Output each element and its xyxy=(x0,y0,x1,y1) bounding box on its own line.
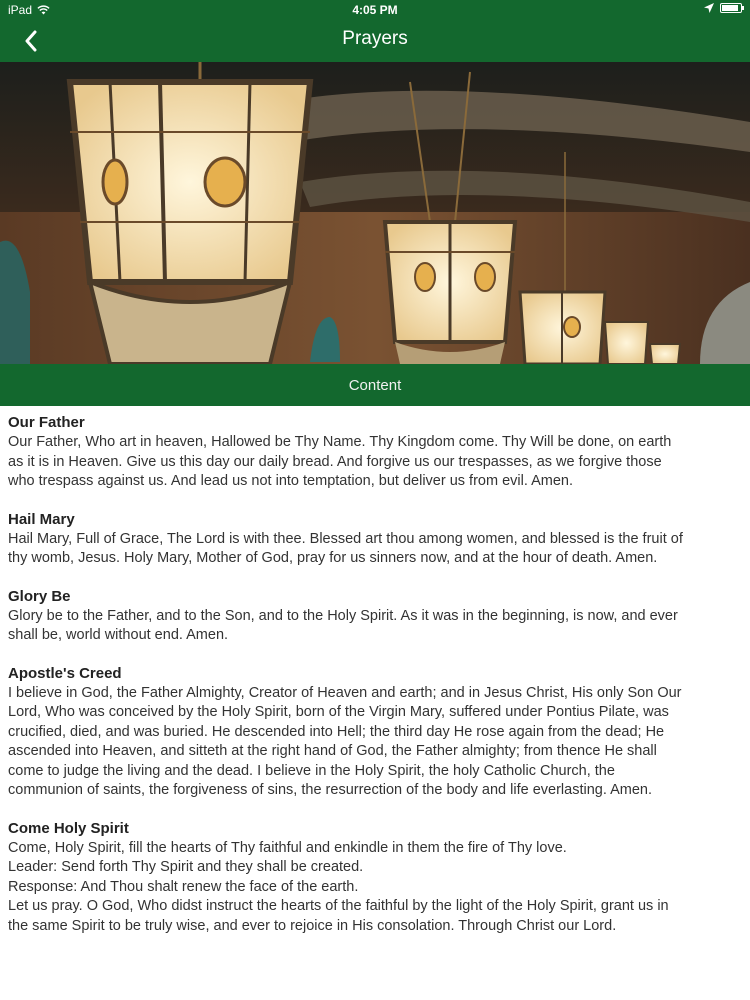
prayer-text-line: Our Father, Who art in heaven, Hallowed be Thy Name. Thy Kingdom come. Thy Will be done, on earth xyxy=(8,434,672,450)
prayer-title: Hail Mary xyxy=(8,510,75,528)
prayer-text-line: who trespass against us. And lead us not into temptation, but deliver us from evil. Amen. xyxy=(8,473,574,489)
prayer-text-line: I believe in God, the Father Almighty, Creator of Heaven and earth; and in Jesus Christ, His only Son Our xyxy=(8,684,682,701)
prayer-text-line: communion of saints, the forgiveness of sins, the resurrection of the body and life everlasting. Amen. xyxy=(8,782,652,798)
prayers-list xyxy=(8,413,744,954)
status-bar xyxy=(0,0,750,20)
prayer-text-line: the same Spirit to be truly wise, and ever to rejoice in His consolation. Through Christ our Lord. xyxy=(8,917,617,934)
prayer-text-line: Leader: Send forth Thy Spirit and they shall be created. xyxy=(8,859,364,875)
prayer-our-father xyxy=(8,413,744,492)
battery-icon xyxy=(720,3,742,13)
status-time: 4:05 PM xyxy=(352,3,398,17)
device-label: iPad xyxy=(8,3,33,17)
prayer-text-line: shall be, world without end. Amen. xyxy=(8,627,229,643)
prayer-title: Apostle's Creed xyxy=(8,664,122,682)
prayer-text-line: Let us pray. O God, Who didst instruct the hearts of the faithful by the light of the Holy Spirit, grant us in xyxy=(8,898,669,914)
prayer-glory-be xyxy=(8,587,744,646)
hero-image xyxy=(0,62,750,364)
prayer-text-line: Glory be to the Father, and to the Son, and to the Holy Spirit. As it was in the beginning, is now, and ever xyxy=(8,607,678,624)
section-header: Content xyxy=(0,364,750,406)
prayer-text-line: Come, Holy Spirit, fill the hearts of Thy faithful and enkindle in them the fire of Thy love. xyxy=(8,839,567,856)
prayer-text-line: Lord, Who was conceived by the Holy Spirit, born of the Virgin Mary, suffered under Pontius Pilate, was xyxy=(8,704,669,720)
prayer-title: Glory Be xyxy=(8,587,71,605)
status-right xyxy=(704,3,742,13)
prayer-apostles-creed xyxy=(8,664,744,801)
prayer-text-line: crucified, died, and was buried. He descended into Hell; the third day He rose again from the dead; He xyxy=(8,723,665,740)
prayer-hail-mary xyxy=(8,510,744,569)
prayer-title: Our Father xyxy=(8,414,85,431)
location-arrow-icon xyxy=(704,3,714,13)
battery-level xyxy=(722,5,738,11)
prayer-text-line: Response: And Thou shalt renew the face of the earth. xyxy=(8,878,359,895)
page-title: Prayers xyxy=(342,28,408,49)
top-bar xyxy=(0,0,750,62)
prayer-text-line: thy womb, Jesus. Holy Mary, Mother of God, pray for us sinners now, and at the hour of death. Amen. xyxy=(8,550,658,566)
church-lanterns-photo xyxy=(0,62,750,364)
prayer-text-line: as it is in Heaven. Give us this day our daily bread. And forgive us our trespasses, as we forgive those xyxy=(8,453,662,470)
prayer-come-holy-spirit xyxy=(8,819,744,937)
prayer-text-line: Hail Mary, Full of Grace, The Lord is with thee. Blessed art thou among women, and blessed is the fruit of xyxy=(8,530,683,547)
prayer-text-line: come to judge the living and the dead. I believe in the Holy Spirit, the holy Catholic Church, the xyxy=(8,762,615,779)
prayer-text-line: ascended into Heaven, and sitteth at the right hand of God, the Father almighty; from thence He shall xyxy=(8,743,657,759)
prayer-title: Come Holy Spirit xyxy=(8,819,129,837)
